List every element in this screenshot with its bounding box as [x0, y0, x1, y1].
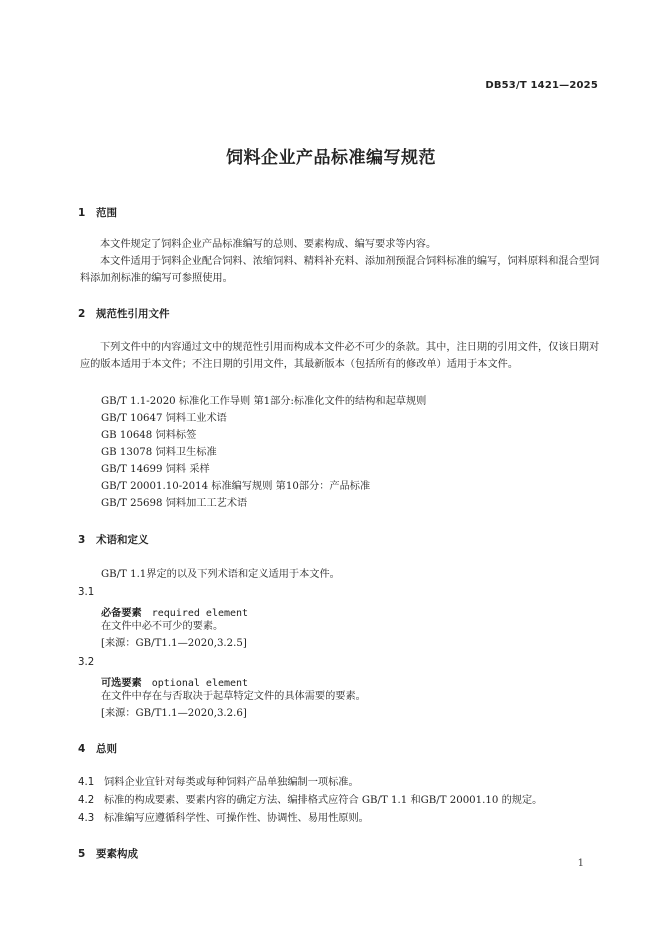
- section-5-heading: [78, 846, 138, 861]
- clause: [78, 810, 369, 827]
- clause-text: 标准的构成要素、要素内容的确定方法、编排格式应符合 GB/T 1.1 和GB/T 20001.10 的规定。: [104, 795, 543, 806]
- section-1-paragraph-1: 本文件规定了饲料企业产品标准编写的总则、要素构成、编写要求等内容。: [100, 239, 437, 250]
- section-number: 3: [78, 534, 86, 546]
- term-chinese: 必备要素: [101, 608, 142, 619]
- section-3-heading: [78, 532, 149, 547]
- reference-item: GB 13078 饲料卫生标准: [101, 447, 217, 458]
- clause-number: 4.1: [78, 777, 95, 788]
- page-number: 1: [577, 858, 584, 869]
- section-title: 术语和定义: [96, 534, 149, 546]
- reference-item: GB 10648 饲料标签: [101, 430, 197, 441]
- term-english: required element: [151, 608, 249, 619]
- clause-number: 4.2: [78, 795, 95, 806]
- section-number: 1: [78, 207, 86, 219]
- term-definition: 在文件中必不可少的要素。: [101, 621, 224, 632]
- clause-text: 标准编写应遵循科学性、可操作性、协调性、易用性原则。: [104, 813, 369, 824]
- section-number: 5: [78, 848, 86, 860]
- term-source: [来源：GB/T1.1—2020,3.2.6]: [101, 708, 247, 719]
- section-3-paragraph-1: GB/T 1.1界定的以及下列术语和定义适用于本文件。: [101, 569, 340, 580]
- term-source: [来源：GB/T1.1—2020,3.2.5]: [101, 638, 247, 649]
- clause-text: 饲料企业宜针对每类或每种饲料产品单独编制一项标准。: [104, 777, 359, 788]
- section-title: 要素构成: [96, 848, 138, 860]
- term-number: 3.1: [78, 587, 95, 598]
- section-title: 总则: [96, 743, 117, 755]
- term-definition: 在文件中存在与否取决于起草特定文件的具体需要的要素。: [101, 691, 366, 702]
- section-1-paragraph-2: 本文件适用于饲料企业配合饲料、浓缩饲料、精料补充料、添加剂预混合饲料标准的编写，饲料原料和混合型饲料添加剂标准的编写可参照使用。: [80, 256, 600, 284]
- section-number: 2: [78, 308, 86, 320]
- clause-number: 4.3: [78, 813, 95, 824]
- section-4-heading: [78, 741, 117, 756]
- reference-item: GB/T 14699 饲料 采样: [101, 464, 210, 475]
- section-number: 4: [78, 743, 86, 755]
- document-title: 饲料企业产品标准编写规范: [226, 148, 436, 168]
- section-title: 规范性引用文件: [96, 308, 170, 320]
- reference-item: GB/T 20001.10-2014 标准编写规则 第10部分：产品标准: [101, 481, 371, 492]
- document-code: DB53/T 1421—2025: [485, 80, 598, 91]
- reference-item: GB/T 1.1-2020 标准化工作导则 第1部分:标准化文件的结构和起草规则: [101, 396, 427, 407]
- clause: [78, 774, 359, 791]
- section-2-paragraph-1: 下列文件中的内容通过文中的规范性引用而构成本文件必不可少的条款。其中，注日期的引用文件，仅该日期对应的版本适用于本文件；不注日期的引用文件，其最新版本（包括所有的修改单）适用于本文件。: [80, 342, 600, 370]
- section-title: 范围: [96, 207, 117, 219]
- term-chinese: 可选要素: [101, 678, 142, 689]
- term-number: 3.2: [78, 657, 95, 668]
- clause: [78, 792, 542, 809]
- reference-item: GB/T 10647 饲料工业术语: [101, 413, 227, 424]
- reference-item: GB/T 25698 饲料加工工艺术语: [101, 498, 248, 509]
- section-1-heading: [78, 205, 117, 220]
- section-2-heading: [78, 306, 170, 321]
- term-english: optional element: [151, 678, 249, 689]
